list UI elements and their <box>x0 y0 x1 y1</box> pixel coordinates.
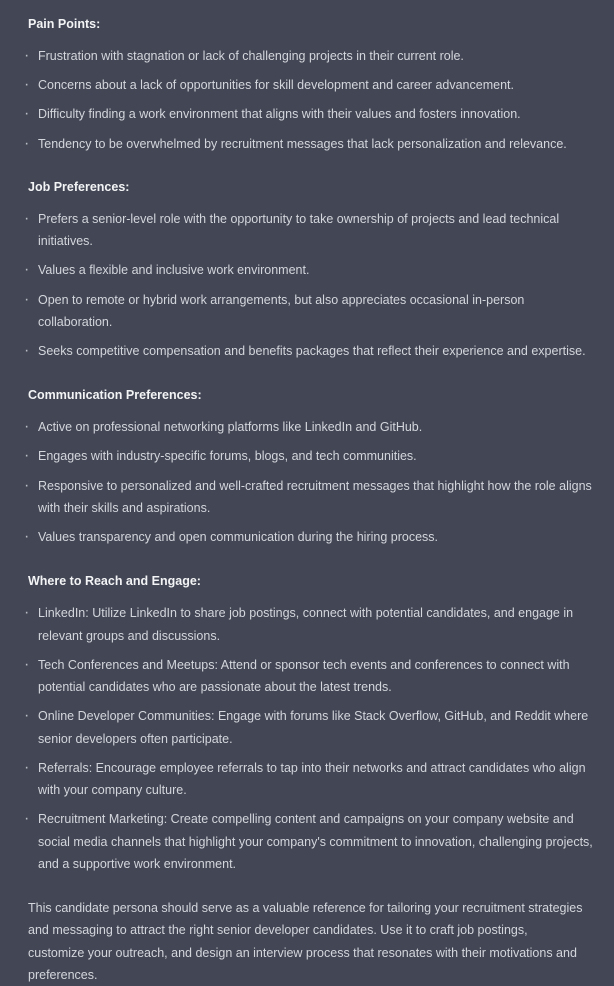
list-item: · Active on professional networking platforms like LinkedIn and GitHub. <box>18 416 594 438</box>
list-item: · Open to remote or hybrid work arrangements, but also appreciates occasional in-person collaboration. <box>18 289 594 334</box>
list-item: · Values a flexible and inclusive work environment. <box>18 259 594 281</box>
list-item: · Recruitment Marketing: Create compelling content and campaigns on your company website and social media channels that highlight your company's commitment to innovation, challenging projects, and a supportive work environment. <box>18 808 594 875</box>
section-heading-where-to-reach-and-engage: Where to Reach and Engage: <box>28 574 201 589</box>
list-item: · Values transparency and open communication during the hiring process. <box>18 526 594 548</box>
list-item: · Difficulty finding a work environment that aligns with their values and fosters innovation. <box>18 103 594 125</box>
bullet-list-pain-points <box>18 45 594 155</box>
list-item: · Concerns about a lack of opportunities for skill development and career advancement. <box>18 74 594 96</box>
bullet-list-job-preferences <box>18 208 594 363</box>
list-item: · Prefers a senior-level role with the opportunity to take ownership of projects and lead technical initiatives. <box>18 208 594 253</box>
list-item: · Responsive to personalized and well-crafted recruitment messages that highlight how the role aligns with their skills and aspirations. <box>18 475 594 520</box>
bullet-list-where-to-reach-and-engage <box>18 602 594 875</box>
list-item: · Referrals: Encourage employee referrals to tap into their networks and attract candidates who align with your company culture. <box>18 757 594 802</box>
bullet-list-communication-preferences <box>18 416 594 548</box>
list-item: · Online Developer Communities: Engage with forums like Stack Overflow, GitHub, and Reddit where senior developers often participate. <box>18 705 594 750</box>
list-item: · Engages with industry-specific forums, blogs, and tech communities. <box>18 445 594 467</box>
section-heading-communication-preferences: Communication Preferences: <box>28 388 202 403</box>
section-heading-pain-points: Pain Points: <box>28 17 101 31</box>
list-item: · Tendency to be overwhelmed by recruitment messages that lack personalization and relevance. <box>18 133 594 155</box>
section-heading-job-preferences: Job Preferences: <box>28 179 130 194</box>
list-item: · Seeks competitive compensation and benefits packages that reflect their experience and expertise. <box>18 340 594 362</box>
list-item: · LinkedIn: Utilize LinkedIn to share job postings, connect with potential candidates, and engage in relevant groups and discussions. <box>18 602 594 647</box>
closing-paragraph: This candidate persona should serve as a valuable reference for tailoring your recruitment strategies and messaging to attract the right senior developer candidates. Use it to craft job postings, customize your outreach, and design an interview process that resonates with their motivations and preferences. <box>28 901 583 982</box>
list-item: · Tech Conferences and Meetups: Attend or sponsor tech events and conferences to connect with potential candidates who are passionate about the latest trends. <box>18 654 594 699</box>
list-item: · Frustration with stagnation or lack of challenging projects in their current role. <box>18 45 594 67</box>
